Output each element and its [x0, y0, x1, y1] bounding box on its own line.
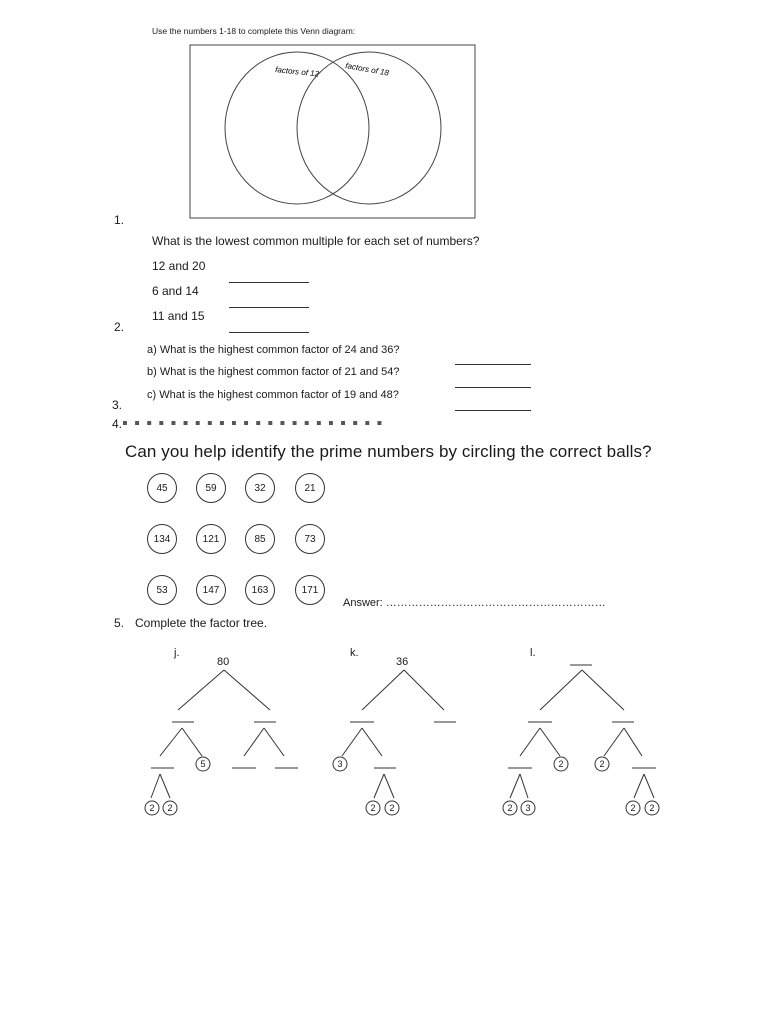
tree-letter-j: j. [174, 647, 180, 659]
tree-root-k: 36 [396, 656, 409, 668]
leaf-2: 2 [149, 803, 155, 813]
factor-tree-title: Complete the factor tree. [135, 616, 268, 630]
leaf-2: 2 [630, 803, 636, 813]
leaf-2: 2 [599, 759, 605, 769]
question-number-4: 4. [112, 417, 123, 431]
leaf-2: 2 [649, 803, 655, 813]
number-ball[interactable]: 121 [196, 524, 226, 554]
hcf-answer-blank[interactable] [455, 398, 531, 416]
hcf-item: a) What is the highest common factor of 24 and 36? [147, 344, 400, 356]
venn-frame [190, 45, 475, 218]
venn-label-left: factors of 12 [274, 65, 320, 79]
number-ball[interactable]: 21 [295, 473, 325, 503]
question-number-3: 3. [112, 398, 123, 412]
factor-tree-j [145, 670, 298, 815]
question-number-1: 1. [114, 213, 125, 227]
lcm-question: What is the lowest common multiple for each set of numbers? [152, 234, 480, 248]
leaf-2: 2 [167, 803, 173, 813]
leaf-3: 3 [337, 759, 343, 769]
lcm-answer-blank[interactable] [229, 270, 309, 288]
lcm-item: 11 and 15 [152, 309, 205, 323]
venn-label-right: factors of 18 [344, 61, 390, 78]
lcm-item: 12 and 20 [152, 259, 206, 273]
tree-letter-k: k. [350, 647, 359, 659]
leaf-2: 2 [389, 803, 395, 813]
number-ball[interactable]: 45 [147, 473, 177, 503]
number-ball[interactable]: 53 [147, 575, 177, 605]
leaf-2: 2 [558, 759, 564, 769]
truncated-heading-fragment: ▪ ▪ ▪ ▪ ▪ ▪ ▪ ▪ ▪ ▪ ▪ ▪ ▪ ▪ ▪ ▪ ▪ ▪ ▪ ▪ ▪ ▪ [122, 415, 384, 432]
number-ball[interactable]: 32 [245, 473, 275, 503]
leaf-2: 2 [507, 803, 513, 813]
number-ball[interactable]: 134 [147, 524, 177, 554]
lcm-answer-blank[interactable] [229, 320, 309, 338]
number-ball[interactable]: 85 [245, 524, 275, 554]
number-ball[interactable]: 147 [196, 575, 226, 605]
leaf-3: 3 [525, 803, 531, 813]
leaf-2: 2 [370, 803, 376, 813]
question-number-2: 2. [114, 320, 125, 334]
prime-question: Can you help identify the prime numbers by circling the correct balls? [125, 442, 652, 461]
tree-root-j: 80 [217, 656, 230, 668]
question-number-5: 5. [114, 616, 125, 630]
hcf-answer-blank[interactable] [455, 352, 531, 370]
number-ball[interactable]: 73 [295, 524, 325, 554]
hcf-answer-blank[interactable] [455, 375, 531, 393]
hcf-item: c) What is the highest common factor of 19 and 48? [147, 389, 399, 401]
lcm-item: 6 and 14 [152, 284, 199, 298]
number-ball[interactable]: 59 [196, 473, 226, 503]
factor-tree-k [333, 670, 456, 815]
leaf-5: 5 [200, 759, 206, 769]
factor-trees [130, 640, 690, 830]
number-ball[interactable]: 171 [295, 575, 325, 605]
venn-instruction: Use the numbers 1-18 to complete this Venn diagram: [152, 26, 356, 36]
hcf-item: b) What is the highest common factor of 21 and 54? [147, 366, 400, 378]
prime-answer-line[interactable]: Answer: …………………………………………………… [343, 597, 606, 609]
number-ball[interactable]: 163 [245, 575, 275, 605]
lcm-answer-blank[interactable] [229, 295, 309, 313]
factor-tree-l [503, 665, 659, 815]
tree-letter-l: l. [530, 647, 536, 659]
venn-diagram [189, 44, 477, 220]
